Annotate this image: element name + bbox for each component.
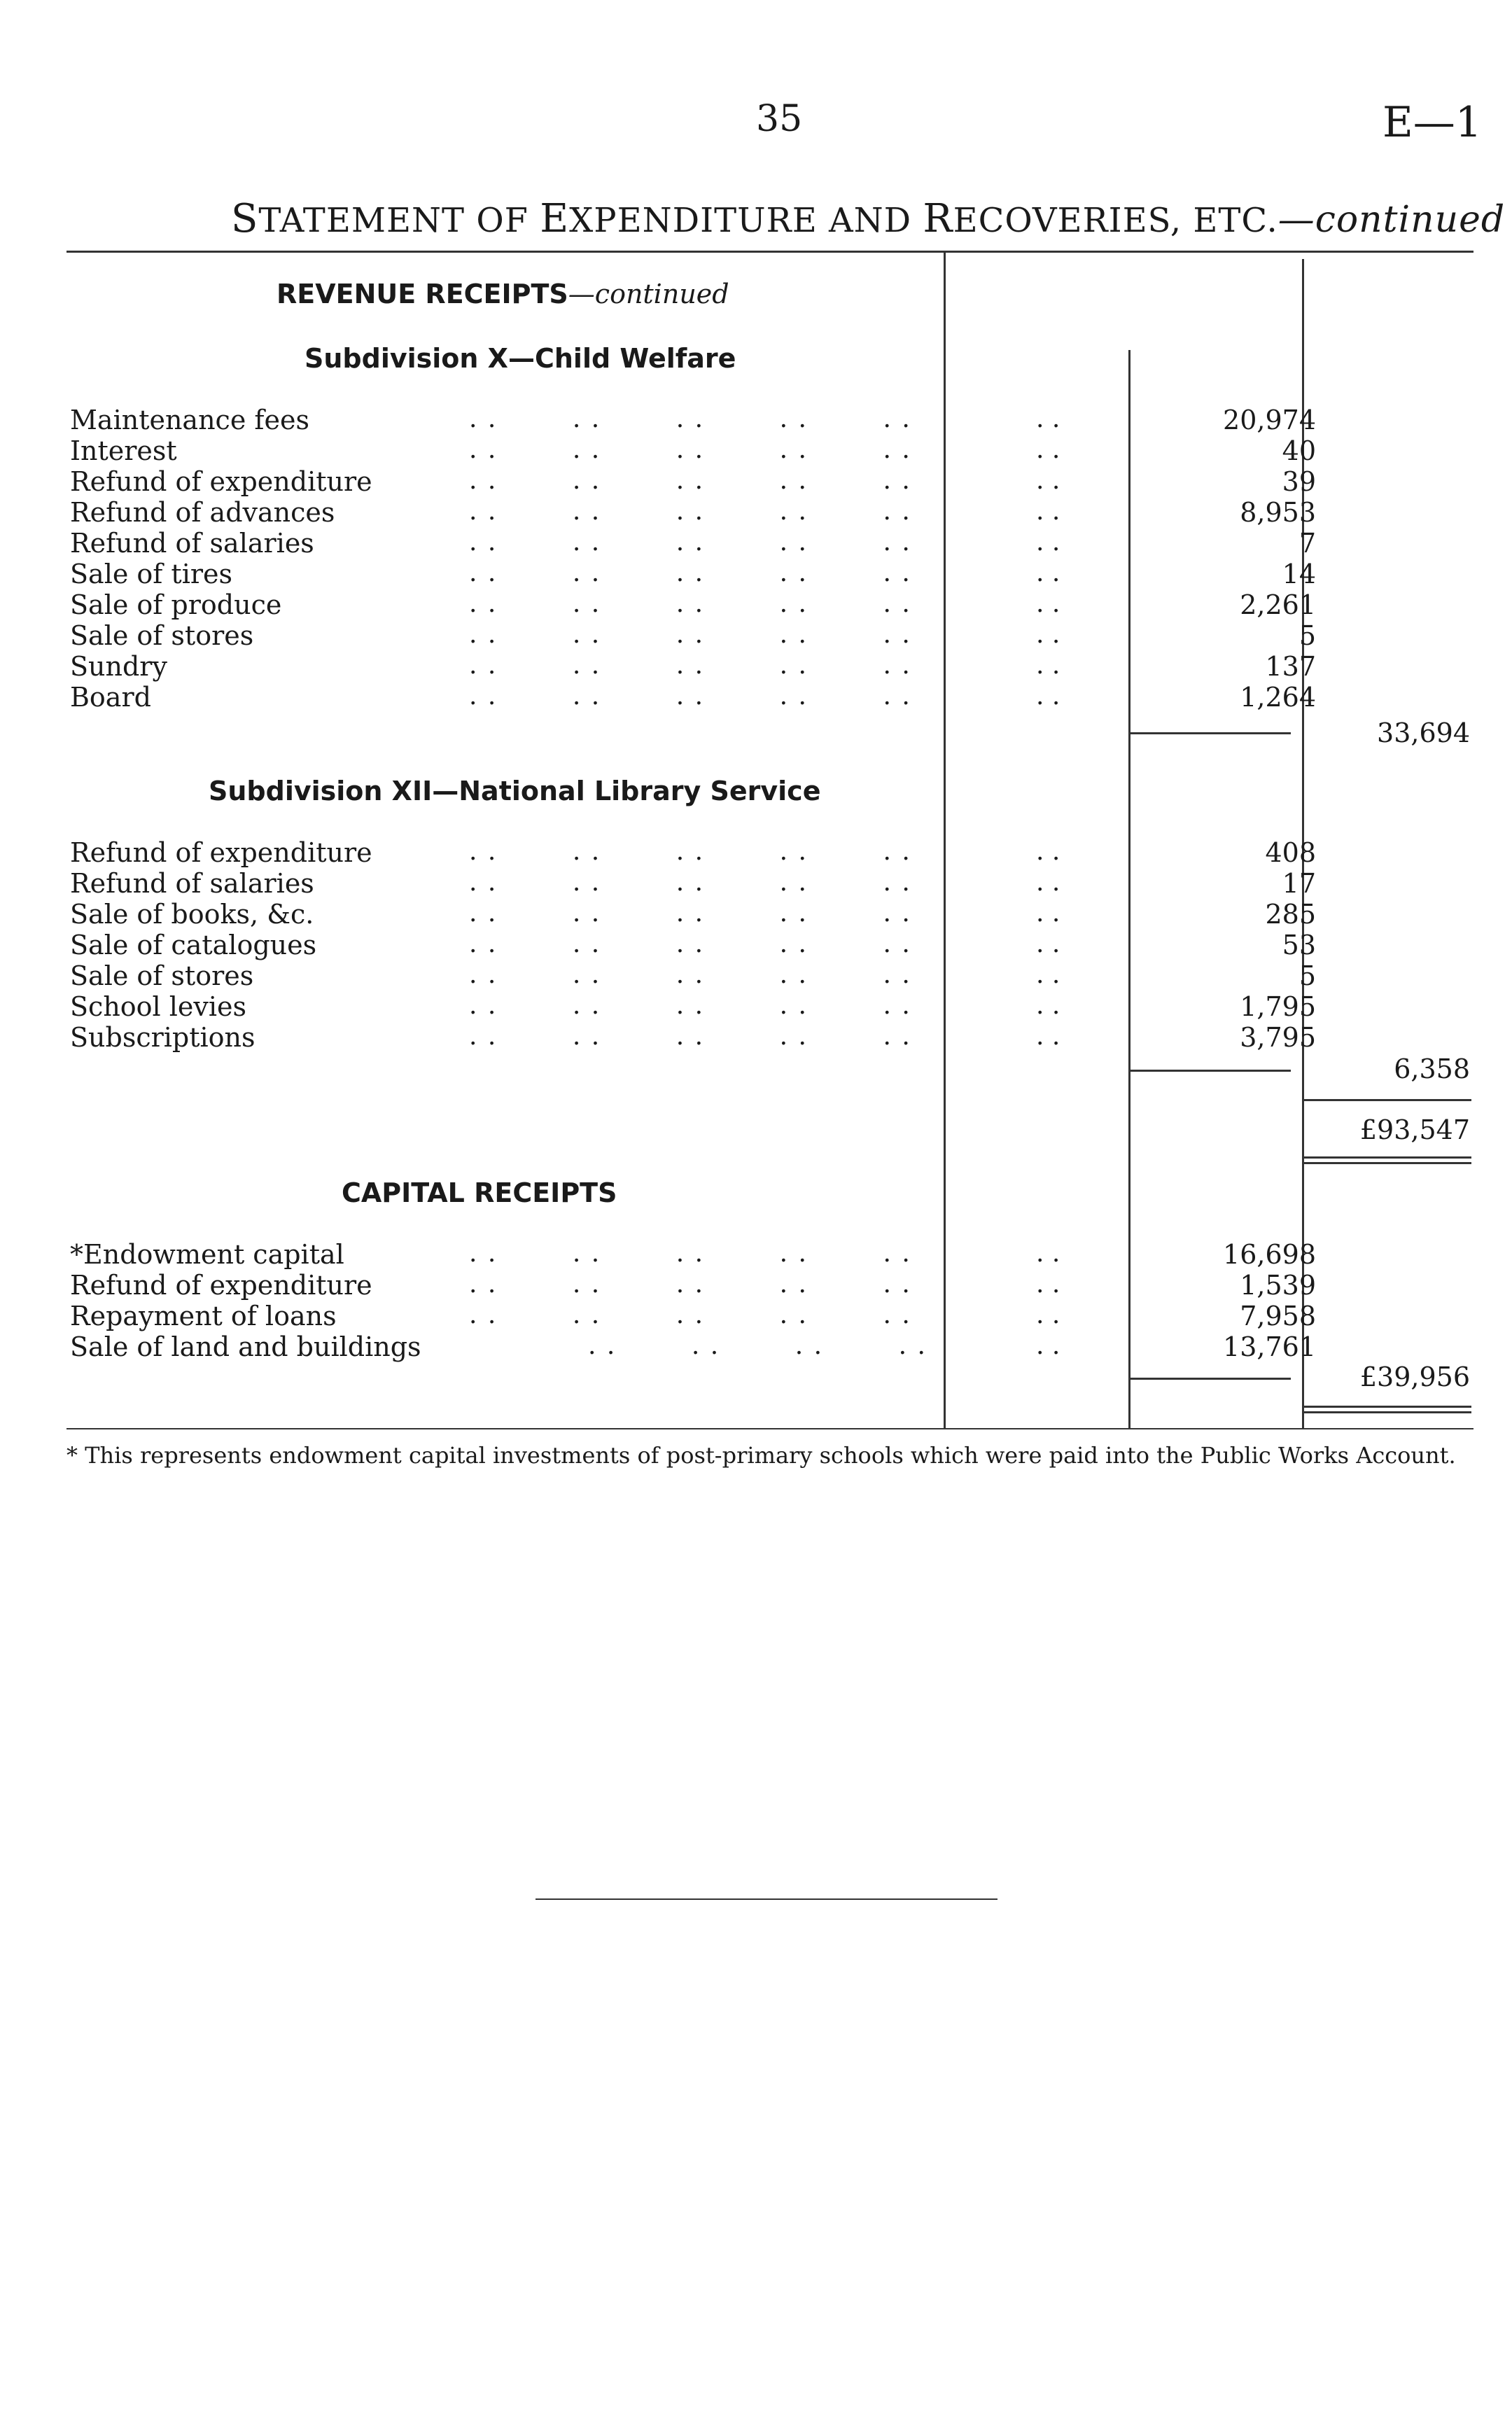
- table-row: Refund of expenditure . . . . . . . . . . . . 1,539: [70, 1270, 1316, 1301]
- table-row: Sale of produce . . . . . . . . . . . . 2,261: [70, 589, 1316, 620]
- document-code: E—1: [1382, 98, 1482, 147]
- subtotal-rule-3: [1130, 1378, 1291, 1380]
- table-row: Refund of salaries . . . . . . . . . . . . 7: [70, 528, 1316, 559]
- table-row: Sale of catalogues . . . . . . . . . . . . 53: [70, 930, 1316, 960]
- table-row: *Endowment capital . . . . . . . . . . . . 16,698: [70, 1239, 1316, 1270]
- revenue-grand-total: £93,547: [1359, 1114, 1470, 1145]
- capital-total: £39,956: [1359, 1362, 1470, 1392]
- revenue-receipts-heading: REVENUE RECEIPTS—continued: [276, 279, 729, 309]
- table-row: Interest . . . . . . . . . . . . 40: [70, 435, 1316, 466]
- section-total-child-welfare: 33,694: [1377, 718, 1470, 748]
- table-row: Sale of books, &c. . . . . . . . . . . . . 285: [70, 899, 1316, 930]
- section-total-national-library: 6,358: [1394, 1054, 1470, 1084]
- grand-total-rule-top: [1303, 1099, 1471, 1101]
- bottom-rule: [66, 1428, 1474, 1429]
- table-row: Refund of salaries . . . . . . . . . . . . 17: [70, 868, 1316, 899]
- page-number: 35: [756, 98, 803, 140]
- subtotal-rule-1: [1130, 732, 1291, 734]
- grand-total-rule-bottom-2: [1303, 1162, 1471, 1164]
- table-row: Maintenance fees . . . . . . . . . . . . 20,974: [70, 405, 1316, 435]
- table-row: Subscriptions . . . . . . . . . . . . 3,795: [70, 1022, 1316, 1053]
- table-row: Sundry . . . . . . . . . . . . 137: [70, 651, 1316, 682]
- top-rule: [66, 251, 1474, 253]
- end-rule: [536, 1898, 997, 1900]
- table-row: Refund of expenditure . . . . . . . . . . . . 408: [70, 837, 1316, 868]
- footnote: * This represents endowment capital investments of post-primary schools which were paid into the Public Works Account.: [66, 1442, 1456, 1469]
- capital-receipts-heading: CAPITAL RECEIPTS: [342, 1177, 617, 1208]
- capital-total-rule-2: [1303, 1411, 1471, 1413]
- table-row: Sale of stores . . . . . . . . . . . . 5: [70, 960, 1316, 991]
- table-row: School levies . . . . . . . . . . . . 1,795: [70, 991, 1316, 1022]
- section-heading-child-welfare: Subdivision X—Child Welfare: [304, 343, 736, 374]
- table-row: Sale of tires . . . . . . . . . . . . 14: [70, 559, 1316, 589]
- capital-total-rule-1: [1303, 1406, 1471, 1408]
- table-row: Refund of expenditure . . . . . . . . . . . . 39: [70, 466, 1316, 497]
- statement-title: STATEMENT OF EXPENDITURE AND RECOVERIES, ETC.—continued: [231, 196, 1506, 242]
- table-row: Sale of land and buildings . . . . . . . . . . 13,761: [70, 1331, 1316, 1362]
- section-heading-national-library: Subdivision XII—National Library Service: [209, 776, 821, 806]
- grand-total-rule-bottom-1: [1303, 1156, 1471, 1159]
- table-row: Board . . . . . . . . . . . . 1,264: [70, 682, 1316, 713]
- table-row: Repayment of loans . . . . . . . . . . . . 7,958: [70, 1301, 1316, 1331]
- table-row: Sale of stores . . . . . . . . . . . . 5: [70, 620, 1316, 651]
- table-row: Refund of advances . . . . . . . . . . . . 8,953: [70, 497, 1316, 528]
- subtotal-rule-2: [1130, 1070, 1291, 1072]
